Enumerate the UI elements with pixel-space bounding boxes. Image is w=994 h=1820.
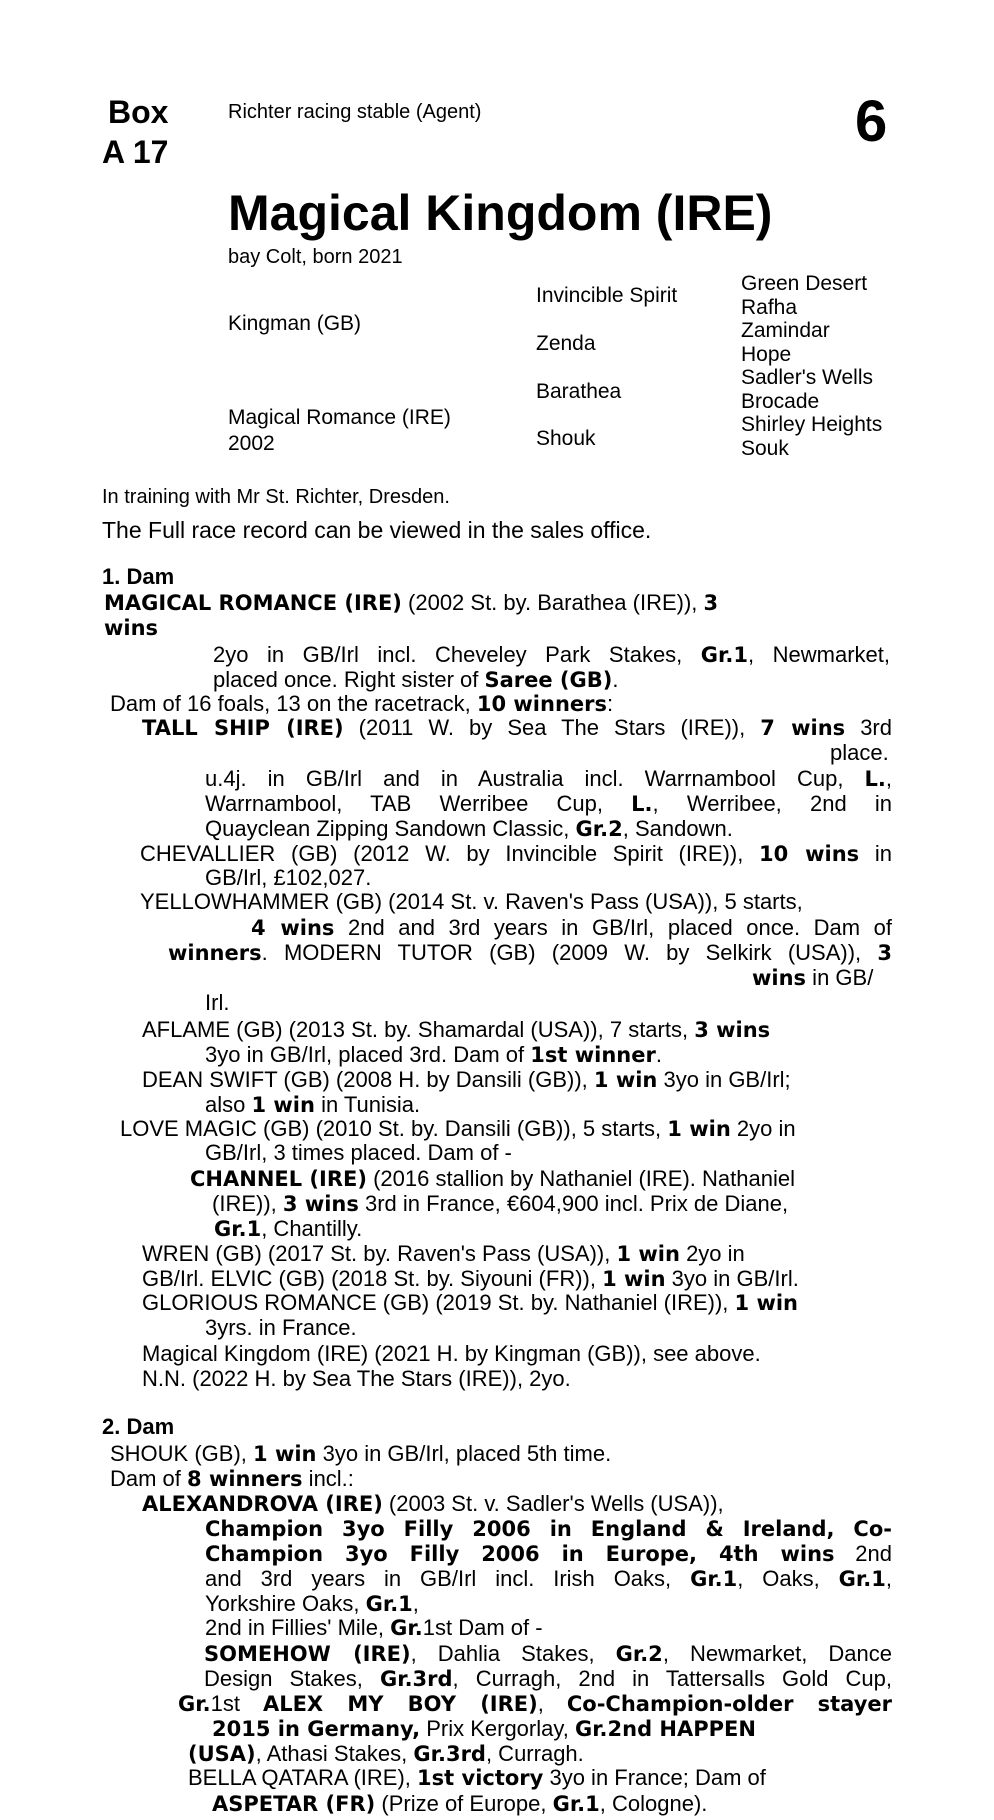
offspring-entry: 3yrs. in France. [205,1315,357,1340]
dam1-line: MAGICAL ROMANCE (IRE) (2002 St. by. Barathea (IRE)), 3 [104,590,719,615]
offspring-entry: wins in GB/ [752,965,874,990]
pedigree-sire: Kingman (GB) [228,312,362,335]
offspring-entry: ALEXANDROVA (IRE) (2003 St. v. Sadler's Wells (USA)), [142,1491,724,1516]
offspring-entry: 3yo in GB/Irl, placed 3rd. Dam of 1st winner. [205,1042,662,1067]
horse-description: bay Colt, born 2021 [228,246,403,268]
pedigree-ancestor: Shirley Heights [741,413,883,436]
offspring-entry: CHANNEL (IRE) (2016 stallion by Nathaniel (IRE). Nathaniel [190,1166,795,1191]
pedigree-ancestor: Rafha [741,296,798,319]
agent-name: Richter racing stable (Agent) [228,101,482,123]
box-label: Box [108,94,169,130]
offspring-entry: Design Stakes, Gr.3rd, Curragh, 2nd in Tattersalls Gold Cup, [204,1666,892,1691]
pedigree-granddam: Zenda [536,332,596,355]
pedigree-ancestor: Souk [741,437,789,460]
offspring-entry: YELLOWHAMMER (GB) (2014 St. v. Raven's Pass (USA)), 5 starts, [140,889,803,914]
offspring-entry: 2nd in Fillies' Mile, Gr.1st Dam of - [205,1615,543,1640]
offspring-entry: Champion 3yo Filly 2006 in Europe, 4th wins 2nd [205,1541,892,1566]
offspring-entry: Quayclean Zipping Sandown Classic, Gr.2, Sandown. [205,816,733,841]
pedigree-dam: Magical Romance (IRE) [228,406,451,429]
pedigree-grandsire: Barathea [536,380,622,403]
offspring-entry: WREN (GB) (2017 St. by. Raven's Pass (USA)), 1 win 2yo in [142,1241,745,1266]
offspring-entry: GB/Irl. ELVIC (GB) (2018 St. by. Siyouni (FR)), 1 win 3yo in GB/Irl. [142,1266,799,1291]
dam1-line: placed once. Right sister of Saree (GB). [213,667,619,692]
dam1-line: 2yo in GB/Irl incl. Cheveley Park Stakes, Gr.1, Newmarket, [213,642,890,667]
offspring-entry: GB/Irl, £102,027. [205,865,372,890]
offspring-entry: Gr.1, Chantilly. [214,1216,363,1241]
training-note: In training with Mr St. Richter, Dresden. [102,486,450,508]
lot-number: 6 [855,89,888,154]
dam1-line: Dam of 16 foals, 13 on the racetrack, 10 winners: [110,691,614,716]
pedigree-ancestor: Green Desert [741,272,868,295]
pedigree-grandsire: Invincible Spirit [536,284,678,307]
offspring-entry: N.N. (2022 H. by Sea The Stars (IRE)), 2yo. [142,1366,571,1391]
offspring-entry: GLORIOUS ROMANCE (GB) (2019 St. by. Nathaniel (IRE)), 1 win [142,1290,799,1315]
offspring-entry: also 1 win in Tunisia. [205,1092,421,1117]
offspring-entry: TALL SHIP (IRE) (2011 W. by Sea The Stars (IRE)), 7 wins 3rd [142,715,892,740]
offspring-entry: Yorkshire Oaks, Gr.1, [205,1591,419,1616]
offspring-entry: Irl. [205,990,230,1015]
pedigree-ancestor: Brocade [741,390,820,413]
pedigree-ancestor: Zamindar [741,319,830,342]
offspring-entry: (USA), Athasi Stakes, Gr.3rd, Curragh. [188,1741,584,1766]
offspring-entry: 4 wins 2nd and 3rd years in GB/Irl, placed once. Dam of [251,915,892,940]
offspring-entry: and 3rd years in GB/Irl incl. Irish Oaks, Gr.1, Oaks, Gr.1, [205,1566,892,1591]
section-heading-dam1: 1. Dam [102,564,175,589]
dam2-line: Dam of 8 winners incl.: [110,1466,354,1491]
offspring-entry: Magical Kingdom (IRE) (2021 H. by Kingman (GB)), see above. [142,1341,761,1366]
offspring-entry: u.4j. in GB/Irl and in Australia incl. Warrnambool Cup, L., [205,766,892,791]
offspring-entry: (IRE)), 3 wins 3rd in France, €604,900 incl. Prix de Diane, [212,1191,789,1216]
offspring-entry: AFLAME (GB) (2013 St. by. Shamardal (USA)), 7 starts, 3 wins [142,1017,771,1042]
dam1-line: wins [104,616,159,640]
section-heading-dam2: 2. Dam [102,1414,175,1439]
box-number: A 17 [102,134,169,170]
offspring-entry: SOMEHOW (IRE), Dahlia Stakes, Gr.2, Newmarket, Dance [204,1641,892,1666]
offspring-entry: LOVE MAGIC (GB) (2010 St. by. Dansili (GB)), 5 starts, 1 win 2yo in [120,1116,796,1141]
pedigree-dam-year: 2002 [228,432,275,455]
offspring-entry: Gr.1st ALEX MY BOY (IRE), Co-Champion-older stayer [178,1691,892,1716]
horse-name: Magical Kingdom (IRE) [228,185,773,241]
dam2-line: SHOUK (GB), 1 win 3yo in GB/Irl, placed 5th time. [110,1441,612,1466]
offspring-entry: place. [830,740,889,765]
offspring-entry: DEAN SWIFT (GB) (2008 H. by Dansili (GB)), 1 win 3yo in GB/Irl; [142,1067,791,1092]
offspring-entry: Warrnambool, TAB Werribee Cup, L., Werribee, 2nd in [205,791,892,816]
pedigree-ancestor: Sadler's Wells [741,366,873,389]
pedigree-ancestor: Hope [741,343,792,366]
offspring-entry: BELLA QATARA (IRE), 1st victory 3yo in France; Dam of [188,1765,766,1790]
race-record-note: The Full race record can be viewed in the sales office. [102,517,652,543]
offspring-entry: GB/Irl, 3 times placed. Dam of - [205,1140,512,1165]
offspring-entry: CHEVALLIER (GB) (2012 W. by Invincible Spirit (IRE)), 10 wins in [140,841,892,866]
offspring-entry: winners. MODERN TUTOR (GB) (2009 W. by Selkirk (USA)), 3 [168,940,892,965]
offspring-entry: 2015 in Germany, Prix Kergorlay, Gr.2nd HAPPEN [212,1716,756,1741]
offspring-entry: ASPETAR (FR) (Prize of Europe, Gr.1, Cologne). [212,1791,708,1816]
offspring-entry: Champion 3yo Filly 2006 in England & Ireland, Co- [205,1517,892,1541]
pedigree-granddam: Shouk [536,427,596,450]
